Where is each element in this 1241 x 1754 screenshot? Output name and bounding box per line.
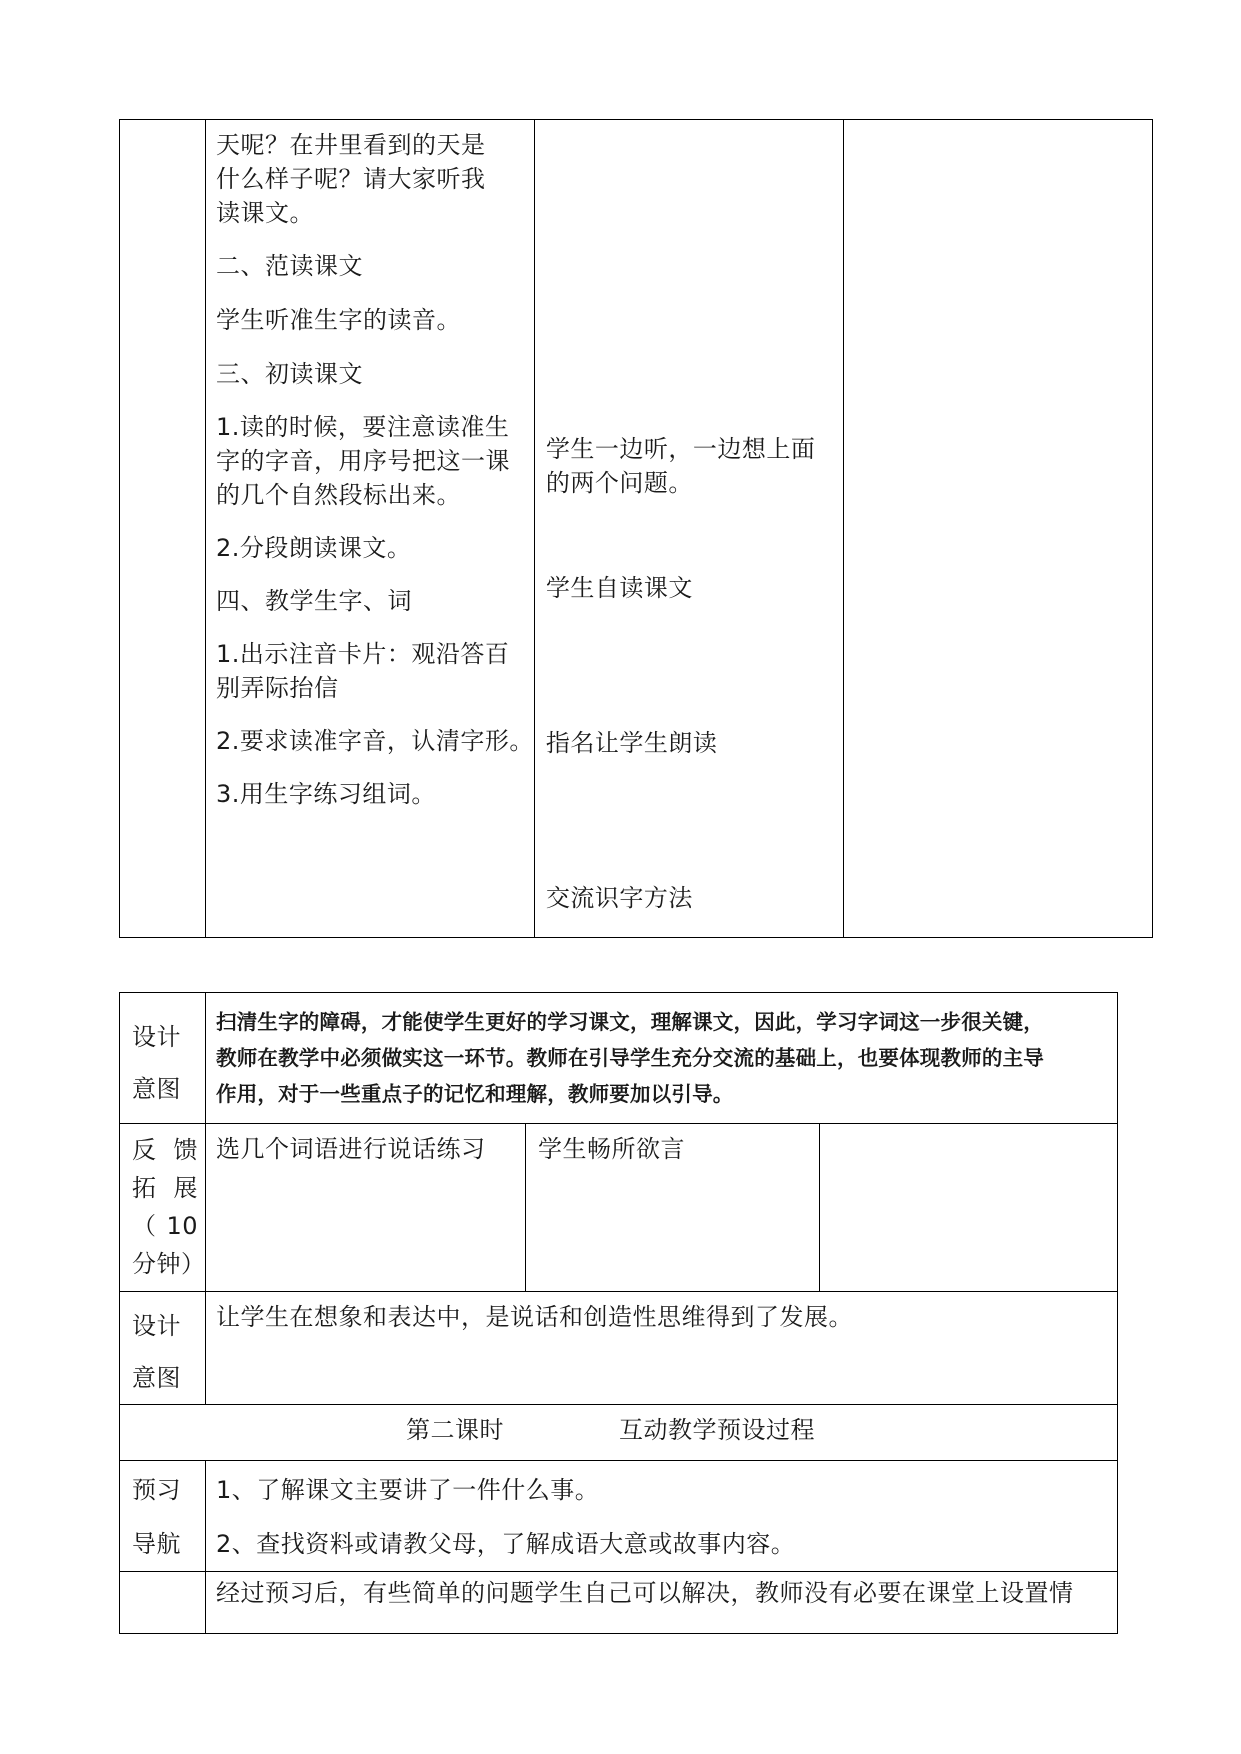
lesson-design-table	[119, 992, 1118, 1634]
lesson-process-table	[119, 119, 1153, 938]
preview-cell	[206, 1461, 1118, 1572]
design-intent-text: 扫清生字的障碍，才能使学生更好的学习课文，理解课文，因此，学习字词这一步很关键，	[216, 1010, 1044, 1034]
row-label-cell	[120, 1124, 206, 1292]
row-label-cell	[120, 1461, 206, 1572]
row-label: 设计	[132, 1023, 181, 1051]
row-label: （	[132, 1212, 157, 1240]
row-label-cell	[120, 1572, 206, 1634]
lesson-heading: 互动教学预设过程	[619, 1416, 815, 1444]
row-label: 展	[173, 1174, 198, 1202]
student-activity-cell	[526, 1124, 820, 1292]
teacher-activity-cell	[206, 1124, 526, 1292]
row-label: 意图	[132, 1364, 181, 1392]
design-intent-text: 作用，对于一些重点子的记忆和理解，教师要加以引导。	[216, 1082, 734, 1106]
intro-line-1: 天呢？在井里看到的天是	[216, 131, 486, 159]
lesson-heading-cell	[120, 1405, 1118, 1461]
section-heading: 二、范读课文	[216, 252, 363, 280]
section-heading: 四、教学生字、词	[216, 587, 412, 615]
intro-line-3: 读课文。	[216, 199, 314, 227]
paragraph: 1.出示注音卡片：观沿答百	[216, 640, 510, 668]
student-activity-cell	[534, 120, 843, 938]
paragraph: 学生听准生字的读音。	[216, 306, 461, 334]
section-heading: 三、初读课文	[216, 360, 363, 388]
student-note: 指名让学生朗读	[545, 729, 718, 757]
student-note: 学生自读课文	[545, 574, 693, 602]
row-label: 设计	[132, 1312, 181, 1340]
row-label: 拓	[132, 1174, 157, 1202]
design-intent-text: 教师在教学中必须做实这一环节。教师在引导学生充分交流的基础上，也要体现教师的主导	[216, 1046, 1044, 1070]
row-label: 反	[132, 1136, 157, 1164]
teacher-activity-cell	[206, 120, 535, 938]
paragraph: 经过预习后，有些简单的问题学生自己可以解决，教师没有必要在课堂上设置情	[216, 1579, 1074, 1607]
paragraph: 别弄际抬信	[216, 674, 339, 702]
paragraph: 2.要求读准字音，认清字形。	[216, 727, 534, 755]
notes-cell	[843, 120, 1152, 938]
paragraph: 学生畅所欲言	[538, 1135, 685, 1163]
paragraph: 3.用生字练习组词。	[216, 780, 436, 808]
paragraph: 选几个词语进行说话练习	[216, 1135, 486, 1163]
paragraph: 字的字音，用序号把这一课	[216, 447, 510, 475]
lesson-heading: 第二课时	[406, 1416, 504, 1444]
design-intent-text: 让学生在想象和表达中，是说话和创造性思维得到了发展。	[216, 1303, 853, 1331]
notes-cell	[820, 1124, 1118, 1292]
design-intent-cell	[206, 1292, 1118, 1405]
row-label: 预习	[132, 1476, 181, 1504]
paragraph: 2.分段朗读课文。	[216, 534, 412, 562]
row-label: 分钟）	[132, 1250, 206, 1278]
paragraph: 的几个自然段标出来。	[216, 481, 461, 509]
row-label-cell	[120, 1292, 206, 1405]
row-label: 导航	[132, 1530, 181, 1558]
student-note: 的两个问题。	[545, 469, 693, 497]
paragraph: 1.读的时候，要注意读准生	[216, 413, 510, 441]
row-label: 意图	[132, 1075, 181, 1103]
paragraph-cell	[206, 1572, 1118, 1634]
student-note: 学生一边听，一边想上面	[545, 435, 816, 463]
row-label: 10	[166, 1212, 198, 1240]
row-label-cell	[120, 120, 206, 938]
preview-item: 2、查找资料或请教父母，了解成语大意或故事内容。	[216, 1530, 796, 1558]
intro-line-2: 什么样子呢？请大家听我	[216, 165, 486, 193]
preview-item: 1、了解课文主要讲了一件什么事。	[216, 1476, 600, 1504]
student-note: 交流识字方法	[545, 884, 693, 912]
row-label-cell	[120, 993, 206, 1124]
row-label: 馈	[173, 1136, 198, 1164]
design-intent-cell	[206, 993, 1118, 1124]
